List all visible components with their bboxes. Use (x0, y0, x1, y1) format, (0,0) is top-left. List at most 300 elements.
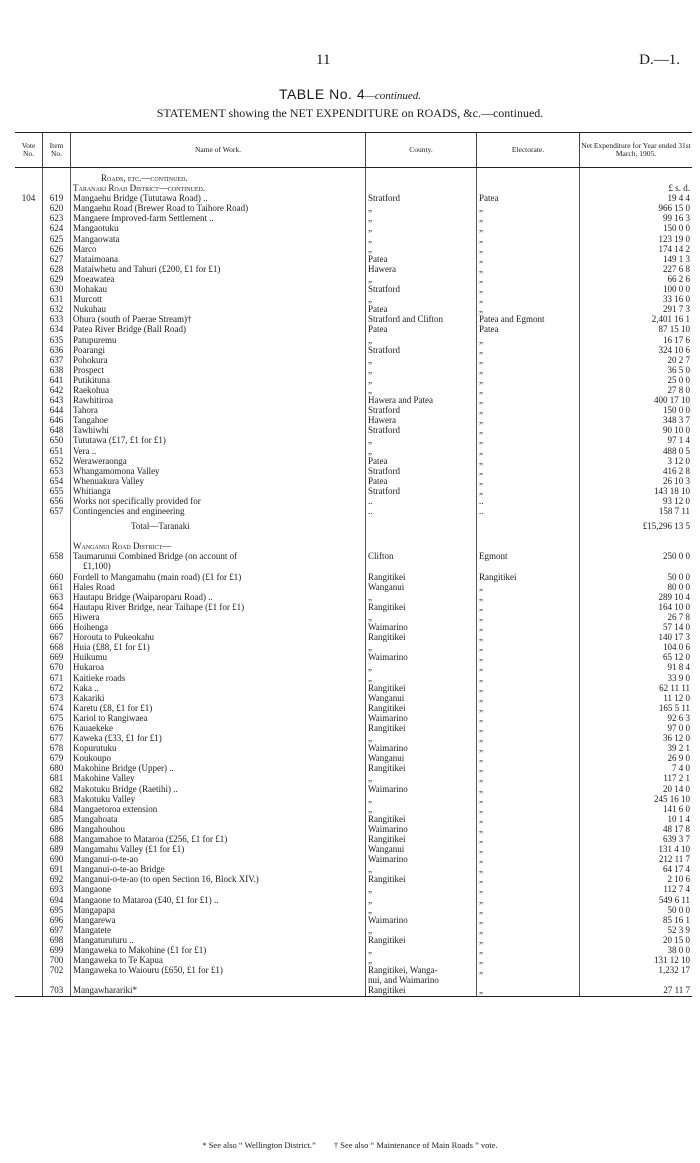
work-cell-text: Vera .. (73, 445, 97, 456)
work-cell (71, 985, 366, 996)
work-cell (71, 612, 366, 622)
electorate-cell (477, 874, 580, 884)
electorate-cell-text: „ (479, 743, 483, 754)
county-cell-text: „ (368, 223, 372, 234)
county-cell (366, 572, 477, 582)
item-cell-text: 670 (49, 662, 64, 673)
item-cell-text: 691 (49, 864, 64, 875)
amount-cell-text: 33 9 0 (667, 672, 690, 683)
item-cell (43, 864, 71, 874)
amount-cell (580, 602, 693, 612)
table-row (15, 905, 692, 915)
work-cell (71, 874, 366, 884)
table-row (15, 365, 692, 375)
table-row (15, 673, 692, 683)
item-cell (43, 213, 71, 223)
table-row (15, 223, 692, 233)
county-cell (366, 632, 477, 642)
work-cell-text: Koukoupo (73, 753, 111, 764)
item-cell-text: 678 (49, 743, 64, 754)
amount-cell (580, 683, 693, 693)
county-cell-text: Stratford (368, 344, 400, 355)
amount-cell-text: 2,401 16 1 (651, 314, 690, 325)
amount-cell (580, 385, 693, 395)
county-cell-text: Stratford (368, 485, 400, 496)
item-cell-text: 661 (49, 581, 64, 592)
vote-cell (15, 193, 43, 203)
vote-cell (15, 435, 43, 445)
amount-cell (580, 375, 693, 385)
vote-cell (15, 874, 43, 884)
vote-cell (15, 804, 43, 814)
county-cell (366, 405, 477, 415)
electorate-cell (477, 213, 580, 223)
county-cell (366, 784, 477, 794)
item-cell-text: 656 (49, 496, 64, 506)
electorate-cell-text: „ (479, 682, 483, 693)
electorate-cell (477, 713, 580, 723)
vote-cell (15, 521, 43, 531)
amount-cell (580, 773, 693, 783)
work-cell (71, 895, 366, 905)
amount-cell (580, 304, 693, 314)
statement-heading: STATEMENT showing the NET EXPENDITURE on ROADS, &c.—continued. (156, 106, 544, 120)
item-cell (43, 662, 71, 672)
county-cell (366, 683, 477, 693)
item-cell-text: 695 (49, 904, 64, 915)
county-cell (366, 335, 477, 345)
county-cell (366, 264, 477, 274)
work-cell (71, 521, 366, 531)
vote-cell (15, 365, 43, 375)
county-cell (366, 223, 477, 233)
work-cell (71, 703, 366, 713)
electorate-cell-text: „ (479, 395, 483, 406)
vote-cell (15, 824, 43, 834)
amount-cell (580, 264, 693, 274)
work-cell (71, 743, 366, 753)
work-cell (71, 683, 366, 693)
county-cell-text: Rangitikei (368, 601, 406, 612)
work-cell-text: Tahora (73, 405, 98, 416)
electorate-cell (477, 425, 580, 435)
work-cell-text: Kopurutuku (73, 743, 117, 754)
item-cell (43, 203, 71, 213)
vote-cell (15, 602, 43, 612)
electorate-cell (477, 335, 580, 345)
amount-cell (580, 642, 693, 652)
county-cell (366, 592, 477, 602)
table-row (15, 314, 692, 324)
county-cell-text: Rangitikei (368, 874, 406, 885)
item-cell-text: 692 (49, 874, 64, 885)
item-cell-text: 677 (49, 733, 64, 744)
work-cell (71, 632, 366, 642)
electorate-cell-text: „ (479, 425, 483, 436)
item-cell-text: 658 (49, 551, 64, 562)
electorate-cell-text: „ (479, 435, 483, 446)
county-cell-text: „ (368, 955, 372, 966)
table-row (15, 814, 692, 824)
item-cell (43, 446, 71, 456)
work-cell (71, 935, 366, 945)
table-row (15, 985, 692, 996)
amount-cell-text: 80 0 0 (667, 581, 690, 592)
electorate-cell (477, 602, 580, 612)
electorate-cell (477, 854, 580, 864)
amount-cell (580, 915, 693, 925)
item-cell-text: 632 (49, 304, 64, 315)
work-cell-text: Patupuremu (73, 334, 117, 345)
county-cell (366, 723, 477, 733)
item-cell-text: 688 (49, 834, 64, 844)
work-cell (71, 592, 366, 602)
work-cell (71, 324, 366, 334)
county-cell (366, 193, 477, 203)
vote-cell (15, 203, 43, 213)
item-cell (43, 476, 71, 486)
county-cell (366, 642, 477, 652)
electorate-cell (477, 935, 580, 945)
vote-cell (15, 541, 43, 551)
electorate-cell-text: „ (479, 702, 483, 713)
amount-cell (580, 733, 693, 743)
item-cell (43, 824, 71, 834)
county-cell (366, 733, 477, 743)
electorate-cell (477, 804, 580, 814)
item-cell (43, 673, 71, 683)
amount-cell-text: 400 17 10 (654, 395, 690, 406)
work-cell (71, 824, 366, 834)
county-cell-text: Wanganui (368, 753, 405, 764)
item-cell (43, 693, 71, 703)
work-cell (71, 294, 366, 304)
item-cell-text: 682 (49, 783, 64, 794)
amount-cell-text: 16 17 6 (663, 334, 690, 345)
work-cell (71, 234, 366, 244)
table-row (15, 193, 692, 203)
work-cell-text: Makotuku Bridge (Raetihi) .. (73, 783, 178, 794)
county-cell (366, 763, 477, 773)
amount-cell-text: 212 11 7 (658, 854, 690, 865)
work-cell (71, 854, 366, 864)
county-cell-text: „ (368, 662, 372, 673)
item-cell-text: 673 (49, 692, 64, 703)
vote-cell (15, 486, 43, 496)
table-row (15, 335, 692, 345)
electorate-cell (477, 223, 580, 233)
item-cell (43, 975, 71, 985)
work-cell (71, 385, 366, 395)
county-cell (366, 703, 477, 713)
county-cell (366, 203, 477, 213)
amount-cell-text: 39 2 1 (667, 743, 690, 754)
item-cell (43, 713, 71, 723)
table-row (15, 582, 692, 592)
county-cell-text: Patea (368, 475, 388, 486)
work-cell (71, 415, 366, 425)
work-cell-text: Kakariki (73, 692, 105, 703)
county-cell-text: „ (368, 445, 372, 456)
table-row (15, 965, 692, 975)
amount-cell-text: 227 6 8 (663, 263, 690, 274)
county-cell (366, 965, 477, 975)
page-header (0, 52, 700, 72)
electorate-cell (477, 183, 580, 193)
county-cell-text: Wanganui (368, 844, 405, 855)
electorate-cell-text: „ (479, 854, 483, 865)
work-cell-text: Mangamahoe to Mataroa (£256, £1 for £1) (73, 834, 228, 844)
vote-cell (15, 274, 43, 284)
table-title-main: TABLE No. 4 (278, 86, 366, 102)
vote-cell (15, 612, 43, 622)
county-cell (366, 385, 477, 395)
item-cell (43, 602, 71, 612)
amount-cell-text: 966 15 0 (658, 203, 690, 214)
vote-cell (15, 284, 43, 294)
table-row (15, 274, 692, 284)
amount-cell (580, 496, 693, 506)
county-cell (366, 355, 477, 365)
work-cell (71, 794, 366, 804)
vote-cell (15, 763, 43, 773)
work-cell-text: Pohokura (73, 354, 108, 365)
item-cell-text: 642 (49, 384, 64, 395)
amount-cell (580, 405, 693, 415)
work-cell-text: Fordell to Mangamahu (main road) (£1 for £1) (73, 571, 242, 582)
item-cell-text: 637 (49, 354, 64, 365)
table-row (15, 753, 692, 763)
table-row (15, 294, 692, 304)
item-cell (43, 683, 71, 693)
work-cell-text: Works not specifically provided for (73, 496, 201, 506)
electorate-cell (477, 244, 580, 254)
vote-cell (15, 723, 43, 733)
item-cell-text: 634 (49, 324, 64, 335)
vote-cell (15, 784, 43, 794)
work-cell-text: Raekohua (73, 384, 109, 395)
electorate-cell (477, 955, 580, 965)
vote-cell (15, 355, 43, 365)
vote-cell (15, 561, 43, 571)
county-cell-text: Waimarino (368, 914, 408, 925)
county-cell (366, 854, 477, 864)
item-cell (43, 521, 71, 531)
work-cell (71, 551, 366, 561)
work-cell-text: Mangaehu Road (Brewer Road to Taihore Road) (73, 203, 249, 214)
electorate-cell (477, 385, 580, 395)
county-cell-text: nui, and Waimarino (368, 975, 439, 986)
electorate-cell (477, 662, 580, 672)
amount-cell-text: 52 3 9 (667, 924, 690, 935)
vote-cell (15, 304, 43, 314)
work-cell-text: Horouta to Pukeokahu (73, 632, 154, 643)
vote-cell (15, 713, 43, 723)
table-title-cont: —continued. (365, 90, 422, 102)
section-heading-row (15, 173, 692, 183)
electorate-cell-text: „ (479, 263, 483, 274)
electorate-cell (477, 975, 580, 985)
county-cell-text: „ (368, 374, 372, 385)
electorate-cell-text: „ (479, 415, 483, 426)
vote-cell (15, 335, 43, 345)
amount-cell-text: 639 3 7 (663, 834, 690, 844)
item-cell (43, 506, 71, 516)
table-row (15, 683, 692, 693)
electorate-cell (477, 264, 580, 274)
item-cell (43, 925, 71, 935)
electorate-cell-text: „ (479, 662, 483, 673)
electorate-cell (477, 723, 580, 733)
amount-cell-text: 549 6 11 (658, 894, 690, 905)
county-cell-text: „ (368, 803, 372, 814)
electorate-cell-text: „ (479, 284, 483, 295)
county-cell-text: Rangitikei (368, 763, 406, 774)
table-row (15, 405, 692, 415)
electorate-cell (477, 673, 580, 683)
electorate-cell-text: „ (479, 642, 483, 653)
electorate-cell-text: „ (479, 243, 483, 254)
county-cell (366, 183, 477, 193)
item-cell-text: 699 (49, 945, 64, 956)
vote-cell (15, 854, 43, 864)
county-cell-text: „ (368, 864, 372, 875)
table-row (15, 693, 692, 703)
county-cell-text: Rangitikei (368, 682, 406, 693)
amount-cell-text: 158 7 11 (658, 506, 690, 517)
table-row (15, 763, 692, 773)
vote-cell (15, 895, 43, 905)
vote-cell (15, 652, 43, 662)
vote-cell (15, 703, 43, 713)
county-cell-text: Waimarino (368, 823, 408, 834)
amount-cell (580, 814, 693, 824)
work-cell-text: Mangaone (73, 884, 111, 895)
item-cell-text: 654 (49, 475, 64, 486)
amount-cell-text: 27 8 0 (667, 384, 690, 395)
electorate-cell (477, 405, 580, 415)
electorate-cell-text: „ (479, 203, 483, 214)
table-row (15, 592, 692, 602)
electorate-cell (477, 435, 580, 445)
vote-cell (15, 935, 43, 945)
item-cell (43, 844, 71, 854)
vote-cell (15, 965, 43, 975)
amount-cell-text: 19 4 4 (667, 193, 690, 204)
item-cell (43, 274, 71, 284)
item-cell (43, 395, 71, 405)
county-cell (366, 284, 477, 294)
item-cell (43, 496, 71, 506)
county-cell (366, 541, 477, 551)
amount-cell (580, 355, 693, 365)
work-cell-text: Mangaweka to Waiouru (£650, £1 for £1) (73, 965, 223, 976)
amount-cell (580, 254, 693, 264)
county-cell-text: Waimarino (368, 854, 408, 865)
col-vote: Vote No. (15, 133, 43, 168)
amount-cell-text: 99 16 3 (663, 213, 690, 224)
col-county: County. (366, 133, 477, 168)
amount-cell (580, 965, 693, 975)
vote-cell (15, 496, 43, 506)
amount-cell-text: 92 6 3 (667, 712, 690, 723)
electorate-cell-text: „ (479, 213, 483, 224)
amount-cell (580, 975, 693, 985)
item-cell-text: 626 (49, 243, 64, 254)
work-cell-text: Manganui-o-te-ao (to open Section 16, Block XIV.) (73, 874, 259, 885)
item-cell-text: 664 (49, 601, 64, 612)
electorate-cell-text: „ (479, 233, 483, 244)
electorate-cell (477, 365, 580, 375)
table-row (15, 476, 692, 486)
item-cell-text: 669 (49, 652, 64, 663)
electorate-cell-text: „ (479, 813, 483, 824)
work-cell-text: Mangapapa (73, 904, 115, 915)
vote-cell (15, 985, 43, 996)
amount-cell (580, 824, 693, 834)
vote-cell (15, 753, 43, 763)
work-cell (71, 925, 366, 935)
vote-cell (15, 314, 43, 324)
amount-cell-text: 91 8 4 (667, 662, 690, 673)
county-cell-text: Rangitikei (368, 702, 406, 713)
work-cell-text: Manganui-o-te-ao Bridge (73, 864, 165, 875)
county-cell-text: Stratford (368, 465, 400, 476)
item-cell (43, 965, 71, 975)
work-cell-text: Huikumu (73, 652, 108, 663)
item-cell-text: 660 (49, 571, 64, 582)
electorate-cell-text: „ (479, 773, 483, 784)
work-cell-text: Taumarunui Combined Bridge (on account of (73, 551, 238, 562)
vote-cell (15, 234, 43, 244)
county-cell (366, 804, 477, 814)
county-cell-text: Rangitikei (368, 571, 406, 582)
work-cell-text: Mangaweka to Te Kapua (73, 955, 163, 966)
work-cell-text: Mangatete (73, 924, 111, 935)
work-cell (71, 804, 366, 814)
amount-cell (580, 955, 693, 965)
electorate-cell (477, 834, 580, 844)
county-cell-text: Patea (368, 253, 388, 264)
electorate-cell (477, 456, 580, 466)
item-cell-text: 623 (49, 213, 64, 224)
work-cell-text: Nukuhau (73, 304, 106, 315)
work-cell (71, 642, 366, 652)
item-cell (43, 486, 71, 496)
amount-cell (580, 345, 693, 355)
item-cell (43, 466, 71, 476)
work-cell (71, 244, 366, 254)
amount-cell (580, 632, 693, 642)
county-cell-text: Waimarino (368, 712, 408, 723)
work-cell-text: Prospect (73, 364, 104, 375)
amount-cell (580, 244, 693, 254)
county-cell-text: „ (368, 904, 372, 915)
item-cell (43, 284, 71, 294)
table-row (15, 284, 692, 294)
vote-cell (15, 733, 43, 743)
work-cell (71, 304, 366, 314)
electorate-cell-text: „ (479, 823, 483, 834)
amount-cell-text: 65 12 0 (663, 652, 690, 663)
item-cell (43, 244, 71, 254)
county-cell (366, 446, 477, 456)
amount-cell-text: 25 0 0 (667, 374, 690, 385)
electorate-cell (477, 506, 580, 516)
work-cell (71, 335, 366, 345)
county-cell (366, 304, 477, 314)
electorate-cell-text: Patea (479, 193, 499, 204)
